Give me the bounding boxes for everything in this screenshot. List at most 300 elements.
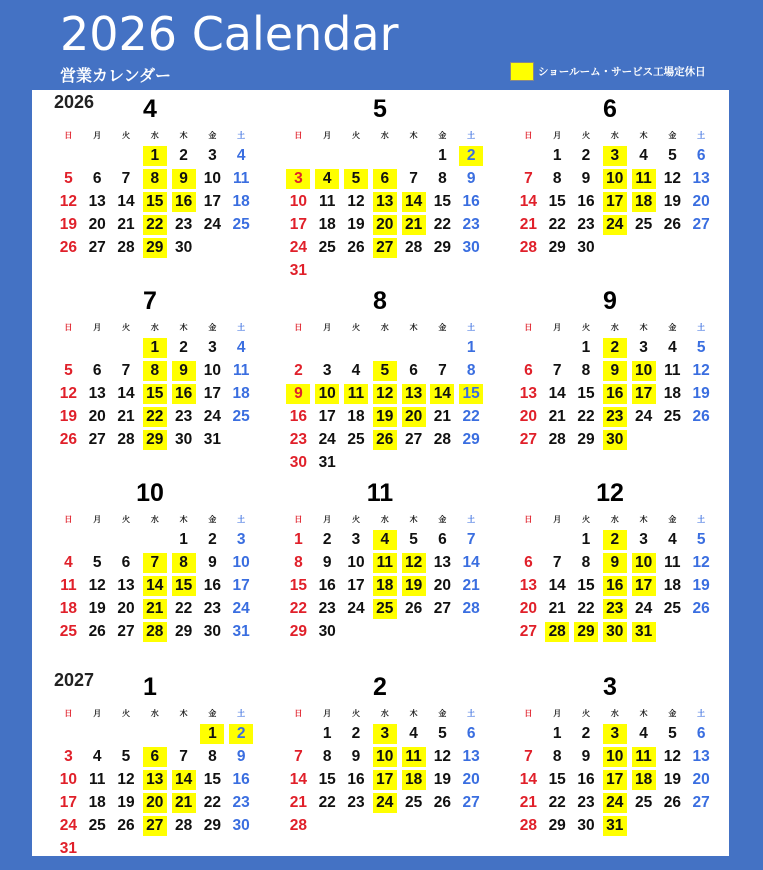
day-cell: [313, 530, 342, 553]
weekday-label: 日: [294, 515, 303, 524]
day-cell: [313, 238, 342, 261]
day-number: 10: [59, 771, 78, 789]
day-cell: [198, 576, 227, 599]
day-number: 13: [692, 170, 710, 188]
day-number: 19: [663, 193, 681, 211]
empty-cell: [428, 338, 457, 361]
weekday-label: 水: [610, 323, 619, 332]
day-grid: [284, 724, 486, 839]
day-number: 16: [172, 384, 196, 404]
day-cell: [572, 576, 601, 599]
day-number: 8: [581, 554, 591, 572]
day-cell: [198, 430, 227, 453]
month-block: 6 日 月 火 水 木 金 土 1 2 3 4 5 6 7 8 9 10 11 12 13 14 15 16 17 18 19 20 21 22 23 24 25 26 27 28 29 30: [492, 90, 702, 278]
day-cell: [83, 238, 112, 261]
day-cell: [658, 793, 687, 816]
day-number: 13: [402, 384, 426, 404]
weekday-label: 火: [351, 323, 360, 332]
day-cell: [313, 622, 342, 645]
day-number: 10: [632, 553, 656, 573]
day-number: 24: [603, 215, 627, 235]
day-number: 3: [639, 339, 648, 356]
day-cell: [572, 407, 601, 430]
day-cell: [169, 146, 198, 169]
closed-day: [572, 622, 601, 645]
day-cell: [514, 192, 543, 215]
weekday-label: 月: [93, 131, 102, 140]
day-cell: [83, 599, 112, 622]
closed-day: [370, 192, 399, 215]
day-cell: [399, 599, 428, 622]
day-number: 28: [289, 817, 308, 835]
day-number: 26: [88, 623, 106, 641]
closed-day: [140, 599, 169, 622]
day-number: 2: [179, 147, 188, 164]
day-cell: [198, 384, 227, 407]
closed-day: [284, 169, 313, 192]
day-number: 27: [433, 600, 451, 618]
day-cell: [514, 361, 543, 384]
day-grid: [514, 146, 716, 261]
day-number: 30: [577, 239, 595, 257]
day-cell: [54, 576, 83, 599]
day-number: 21: [172, 793, 196, 813]
day-number: 18: [59, 600, 78, 618]
day-cell: [457, 599, 486, 622]
day-cell: [54, 599, 83, 622]
day-number: 18: [632, 192, 656, 212]
day-number: 21: [433, 408, 451, 426]
day-number: 12: [88, 577, 106, 595]
day-number: 8: [322, 748, 332, 766]
day-cell: [169, 622, 198, 645]
day-cell: [227, 361, 256, 384]
closed-day: [140, 793, 169, 816]
closed-day: [313, 169, 342, 192]
day-number: 6: [438, 531, 447, 548]
day-grid: [54, 724, 256, 863]
day-cell: [83, 169, 112, 192]
day-number: 5: [696, 339, 706, 356]
day-number: 20: [117, 600, 135, 618]
day-number: 15: [459, 384, 483, 404]
day-number: 10: [203, 362, 221, 380]
weekday-label: 水: [150, 323, 159, 332]
day-number: 30: [603, 430, 627, 450]
day-number: 30: [289, 454, 308, 472]
day-number: 28: [117, 239, 135, 257]
closed-day: [600, 215, 629, 238]
day-cell: [428, 530, 457, 553]
day-cell: [342, 576, 371, 599]
day-number: 12: [692, 554, 710, 572]
day-number: 16: [462, 193, 480, 211]
closed-day: [600, 599, 629, 622]
empty-cell: [313, 146, 342, 169]
day-number: 19: [88, 600, 106, 618]
day-number: 27: [373, 238, 397, 258]
day-number: 22: [289, 600, 308, 618]
closed-day: [399, 215, 428, 238]
day-number: 6: [524, 362, 533, 380]
day-number: 24: [203, 408, 221, 426]
day-number: 9: [581, 748, 591, 766]
day-cell: [428, 238, 457, 261]
day-cell: [169, 430, 198, 453]
day-cell: [514, 747, 543, 770]
day-number: 30: [203, 623, 221, 641]
day-number: 1: [200, 724, 224, 744]
day-cell: [169, 530, 198, 553]
day-number: 23: [577, 216, 595, 234]
day-cell: [399, 238, 428, 261]
day-cell: [169, 238, 198, 261]
weekday-header: [514, 130, 716, 141]
empty-cell: [370, 338, 399, 361]
day-number: 27: [519, 623, 538, 641]
day-number: 17: [373, 770, 397, 790]
empty-cell: [83, 724, 112, 747]
weekday-label: 木: [179, 709, 188, 718]
day-number: 11: [664, 362, 681, 380]
day-number: 29: [203, 817, 221, 835]
day-number: 9: [351, 748, 361, 766]
empty-cell: [54, 530, 83, 553]
day-cell: [284, 430, 313, 453]
day-cell: [83, 192, 112, 215]
day-cell: [313, 793, 342, 816]
closed-day: [370, 793, 399, 816]
day-number: 21: [519, 216, 538, 234]
day-cell: [284, 576, 313, 599]
day-cell: [284, 793, 313, 816]
weekday-label: 月: [323, 323, 332, 332]
day-cell: [54, 793, 83, 816]
day-cell: [514, 169, 543, 192]
day-number: 30: [232, 817, 250, 835]
closed-day: [600, 384, 629, 407]
weekday-label: 金: [668, 323, 677, 332]
closed-day: [600, 430, 629, 453]
day-number: 5: [64, 170, 73, 188]
day-cell: [54, 622, 83, 645]
day-number: 25: [232, 216, 250, 234]
weekday-label: 火: [581, 515, 590, 524]
day-number: 15: [143, 192, 167, 212]
closed-day: [169, 192, 198, 215]
day-cell: [83, 361, 112, 384]
day-number: 25: [663, 600, 681, 618]
day-number: 14: [143, 576, 167, 596]
weekday-label: 土: [467, 131, 476, 140]
day-number: 20: [88, 216, 106, 234]
day-cell: [54, 238, 83, 261]
day-cell: [687, 192, 716, 215]
closed-day: [399, 553, 428, 576]
day-cell: [342, 215, 371, 238]
day-number: 24: [347, 600, 365, 618]
day-number: 9: [208, 554, 217, 572]
day-cell: [169, 338, 198, 361]
day-cell: [658, 338, 687, 361]
day-number: 13: [88, 385, 106, 403]
day-number: 9: [322, 554, 332, 572]
closed-day: [140, 816, 169, 839]
day-number: 2: [581, 147, 591, 164]
weekday-label: 土: [237, 131, 246, 140]
weekday-label: 土: [237, 515, 246, 524]
day-number: 16: [289, 408, 308, 426]
day-number: 1: [143, 146, 167, 166]
weekday-label: 木: [639, 515, 648, 524]
month-block: 8 日 月 火 水 木 金 土 1 2 3 4 5 6 7 8 9 10 11 12 13 14 15 16 17 18 19 20 21 22 23 24 25 26 27 28 29 30 31: [262, 282, 472, 470]
day-number: 11: [402, 747, 426, 767]
day-number: 14: [548, 385, 566, 403]
day-number: 31: [289, 262, 308, 280]
day-cell: [658, 553, 687, 576]
empty-cell: [112, 724, 141, 747]
weekday-label: 月: [323, 709, 332, 718]
empty-cell: [399, 338, 428, 361]
empty-cell: [514, 724, 543, 747]
weekday-label: 土: [237, 323, 246, 332]
day-cell: [428, 599, 457, 622]
closed-day: [629, 576, 658, 599]
day-number: 23: [318, 600, 336, 618]
day-number: 16: [603, 576, 627, 596]
weekday-header: [54, 322, 256, 333]
day-cell: [198, 215, 227, 238]
empty-cell: [83, 146, 112, 169]
day-grid: [284, 338, 486, 477]
day-cell: [543, 215, 572, 238]
day-number: 3: [322, 362, 332, 380]
day-number: 27: [88, 431, 106, 449]
day-number: 22: [577, 600, 595, 618]
day-cell: [543, 599, 572, 622]
day-cell: [658, 770, 687, 793]
day-number: 3: [208, 339, 217, 356]
day-cell: [227, 215, 256, 238]
day-cell: [457, 747, 486, 770]
day-number: 2: [229, 724, 253, 744]
day-number: 15: [289, 577, 308, 595]
day-number: 17: [289, 216, 308, 234]
day-cell: [54, 384, 83, 407]
day-number: 8: [552, 170, 562, 188]
day-cell: [658, 724, 687, 747]
weekday-label: 火: [351, 131, 360, 140]
day-number: 5: [92, 554, 102, 572]
day-cell: [227, 169, 256, 192]
day-cell: [83, 384, 112, 407]
day-number: 8: [294, 554, 303, 572]
day-number: 17: [232, 577, 250, 595]
weekday-label: 金: [438, 709, 447, 718]
day-number: 6: [373, 169, 397, 189]
weekday-label: 木: [409, 709, 418, 718]
day-number: 17: [347, 577, 365, 595]
day-number: 23: [603, 599, 627, 619]
day-number: 25: [59, 623, 78, 641]
weekday-label: 水: [380, 323, 389, 332]
day-number: 18: [663, 577, 681, 595]
day-number: 17: [203, 385, 221, 403]
day-number: 6: [121, 554, 131, 572]
weekday-label: 木: [179, 323, 188, 332]
day-number: 21: [289, 794, 308, 812]
day-cell: [112, 384, 141, 407]
day-number: 7: [438, 362, 447, 380]
day-number: 17: [318, 408, 336, 426]
closed-day: [600, 361, 629, 384]
day-number: 18: [232, 385, 250, 403]
day-number: 9: [286, 384, 310, 404]
day-number: 26: [433, 794, 451, 812]
day-number: 10: [203, 170, 221, 188]
day-number: 30: [174, 239, 193, 257]
day-cell: [399, 530, 428, 553]
day-number: 21: [117, 408, 135, 426]
day-cell: [629, 724, 658, 747]
day-cell: [687, 599, 716, 622]
day-cell: [572, 724, 601, 747]
closed-day: [543, 622, 572, 645]
day-number: 30: [603, 622, 627, 642]
day-cell: [198, 407, 227, 430]
weekday-label: 水: [380, 709, 389, 718]
empty-cell: [284, 146, 313, 169]
month-block: 4 日 月 火 水 木 金 土 1 2 3 4 5 6 7 8 9 10 11 12 13 14 15 16 17 18 19 20 21 22 23 24 25 26 27 28 29 30: [32, 90, 242, 278]
day-number: 10: [289, 193, 308, 211]
day-cell: [658, 215, 687, 238]
day-number: 17: [632, 576, 656, 596]
day-number: 26: [59, 239, 78, 257]
closed-day: [140, 146, 169, 169]
day-number: 22: [548, 794, 566, 812]
day-cell: [313, 215, 342, 238]
day-cell: [83, 770, 112, 793]
legend-label: ショールーム・サービス工場定休日: [538, 66, 706, 78]
day-number: 1: [466, 339, 476, 356]
calendar-subtitle: 営業カレンダー: [60, 66, 171, 85]
day-cell: [543, 238, 572, 261]
day-cell: [198, 599, 227, 622]
closed-day: [600, 146, 629, 169]
day-cell: [457, 192, 486, 215]
weekday-label: 木: [639, 323, 648, 332]
day-number: 5: [64, 362, 73, 380]
day-cell: [54, 816, 83, 839]
closed-day: [140, 770, 169, 793]
day-cell: [169, 407, 198, 430]
day-number: 15: [172, 576, 196, 596]
closed-day: [600, 338, 629, 361]
day-number: 19: [402, 576, 426, 596]
day-number: 4: [409, 725, 418, 742]
day-number: 23: [577, 794, 595, 812]
day-cell: [514, 793, 543, 816]
day-grid: [514, 530, 716, 645]
day-cell: [313, 576, 342, 599]
weekday-label: 月: [93, 515, 102, 524]
empty-cell: [370, 146, 399, 169]
day-number: 25: [634, 216, 653, 234]
day-number: 2: [603, 338, 627, 358]
weekday-header: [514, 322, 716, 333]
day-number: 20: [88, 408, 106, 426]
day-number: 31: [603, 816, 627, 836]
closed-day: [600, 724, 629, 747]
day-cell: [83, 793, 112, 816]
weekday-label: 月: [323, 515, 332, 524]
day-number: 26: [373, 430, 397, 450]
day-number: 16: [203, 577, 221, 595]
day-cell: [399, 793, 428, 816]
day-number: 26: [692, 600, 710, 618]
day-number: 19: [433, 771, 451, 789]
day-number: 12: [373, 384, 397, 404]
day-cell: [514, 622, 543, 645]
day-number: 11: [344, 384, 368, 404]
day-number: 10: [315, 384, 339, 404]
day-cell: [658, 599, 687, 622]
weekday-label: 月: [553, 131, 562, 140]
day-number: 22: [548, 216, 566, 234]
month-block: 5 日 月 火 水 木 金 土 1 2 3 4 5 6 7 8 9 10 11 12 13 14 15 16 17 18 19 20 21 22 23 24 25 26 27 28 29 30 31: [262, 90, 472, 278]
day-number: 1: [552, 725, 562, 742]
weekday-header: [54, 708, 256, 719]
day-number: 24: [634, 600, 653, 618]
day-number: 13: [519, 577, 538, 595]
closed-day: [600, 553, 629, 576]
day-cell: [227, 816, 256, 839]
closed-day: [370, 530, 399, 553]
day-number: 28: [519, 817, 538, 835]
day-number: 23: [174, 216, 193, 234]
weekday-label: 水: [610, 709, 619, 718]
day-cell: [112, 553, 141, 576]
day-number: 11: [373, 553, 397, 573]
day-cell: [687, 724, 716, 747]
day-number: 27: [143, 816, 167, 836]
day-number: 27: [519, 431, 538, 449]
day-number: 9: [603, 361, 627, 381]
day-number: 14: [519, 771, 538, 789]
day-number: 18: [232, 193, 250, 211]
weekday-label: 日: [64, 131, 73, 140]
month-block: 3 日 月 火 水 木 金 土 1 2 3 4 5 6 7 8 9 10 11 12 13 14 15 16 17 18 19 20 21 22 23 24 25 26 27 28 29 30 31: [492, 668, 702, 856]
day-cell: [543, 724, 572, 747]
day-number: 28: [433, 431, 451, 449]
day-cell: [342, 747, 371, 770]
closed-day: [140, 553, 169, 576]
day-number: 21: [548, 600, 566, 618]
day-number: 20: [373, 215, 397, 235]
day-cell: [457, 576, 486, 599]
day-cell: [169, 816, 198, 839]
day-cell: [313, 599, 342, 622]
closed-day: [370, 724, 399, 747]
day-number: 2: [581, 725, 591, 742]
closed-day: [140, 430, 169, 453]
day-number: 15: [548, 771, 566, 789]
day-number: 7: [524, 170, 533, 188]
closed-day: [600, 622, 629, 645]
day-grid: [284, 530, 486, 645]
day-cell: [687, 384, 716, 407]
month-block: 11 日 月 火 水 木 金 土 1 2 3 4 5 6 7 8 9 10 11 12 13 14 15 16 17 18 19 20 21 22 23 24 25 26 27 28 29 30: [262, 474, 472, 662]
